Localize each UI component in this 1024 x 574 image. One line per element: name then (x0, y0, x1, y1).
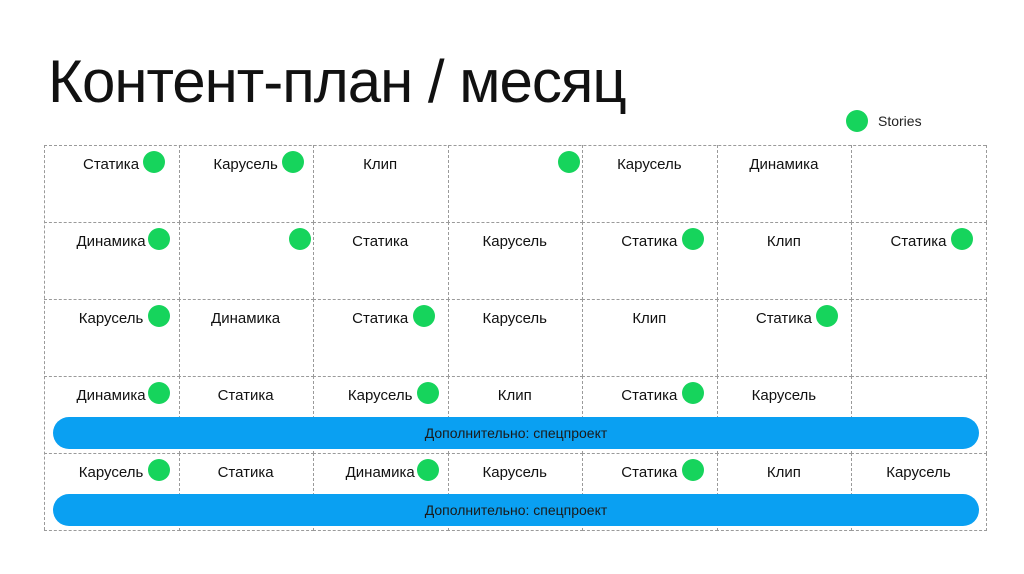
page-title: Контент-план / месяц (48, 48, 626, 115)
cell-label: Карусель (78, 463, 144, 481)
cell-label: Клип (766, 232, 801, 250)
special-project-label: Дополнительно: спецпроект (424, 425, 608, 441)
cell-label: Статика (352, 309, 409, 327)
cell-label: Статика (621, 386, 678, 404)
calendar-cell (851, 145, 987, 224)
stories-dot-icon (148, 459, 170, 481)
calendar-cell (178, 145, 314, 224)
calendar-cell (851, 299, 987, 378)
calendar-cell (44, 145, 180, 224)
legend (846, 110, 922, 132)
calendar-cell (178, 299, 314, 378)
cell-label: Карусель (347, 386, 413, 404)
cell-label: Статика (755, 309, 812, 327)
stories-dot-icon (148, 305, 170, 327)
special-project-band (53, 494, 979, 526)
calendar-cell (716, 145, 852, 224)
content-calendar-grid (44, 145, 986, 530)
cell-label: Карусель (751, 386, 817, 404)
stories-dot-icon (417, 382, 439, 404)
calendar-cell (313, 222, 449, 301)
calendar-cell (716, 222, 852, 301)
calendar-cell (447, 299, 583, 378)
cell-label: Клип (632, 309, 667, 327)
cell-label: Карусель (482, 463, 547, 481)
calendar-cell (716, 299, 852, 378)
special-project-band (53, 417, 979, 449)
cell-label: Карусель (213, 155, 278, 173)
cell-label: Статика (217, 386, 274, 404)
stories-dot-icon (143, 151, 165, 173)
calendar-cell (582, 299, 718, 378)
cell-label: Статика (83, 155, 140, 173)
cell-label: Динамика (749, 155, 819, 173)
stories-dot-icon (148, 382, 170, 404)
cell-label: Статика (890, 232, 947, 250)
cell-label: Карусель (482, 309, 547, 327)
stories-dot-icon (558, 151, 580, 173)
stories-dot-icon (682, 382, 704, 404)
calendar-cell (44, 299, 180, 378)
cell-label: Статика (217, 463, 274, 481)
cell-label: Клип (497, 386, 532, 404)
stories-dot-icon (413, 305, 435, 327)
stories-dot-icon (289, 228, 311, 250)
calendar-cell (44, 222, 180, 301)
calendar-cell (582, 145, 718, 224)
stories-dot-icon (682, 459, 704, 481)
legend-label: Stories (878, 113, 922, 129)
cell-label: Карусель (617, 155, 682, 173)
stories-dot-icon (951, 228, 973, 250)
special-project-label: Дополнительно: спецпроект (424, 502, 608, 518)
cell-label: Карусель (482, 232, 547, 250)
stories-dot-icon (148, 228, 170, 250)
calendar-cell (851, 222, 987, 301)
cell-label: Клип (766, 463, 801, 481)
cell-label: Карусель (886, 463, 951, 481)
stories-dot-icon (282, 151, 304, 173)
calendar-cell (582, 222, 718, 301)
calendar-cell (313, 299, 449, 378)
cell-label: Динамика (345, 463, 415, 481)
stories-dot-icon (846, 110, 868, 132)
cell-label: Динамика (76, 232, 146, 250)
cell-label: Статика (352, 232, 409, 250)
cell-label: Клип (363, 155, 398, 173)
cell-label: Статика (621, 232, 678, 250)
cell-label: Статика (621, 463, 678, 481)
stories-dot-icon (417, 459, 439, 481)
cell-label: Динамика (76, 386, 146, 404)
calendar-cell (447, 145, 583, 224)
cell-label: Карусель (78, 309, 144, 327)
calendar-cell (447, 222, 583, 301)
stories-dot-icon (682, 228, 704, 250)
cell-label: Динамика (211, 309, 281, 327)
calendar-cell (178, 222, 314, 301)
stories-dot-icon (816, 305, 838, 327)
calendar-cell (313, 145, 449, 224)
